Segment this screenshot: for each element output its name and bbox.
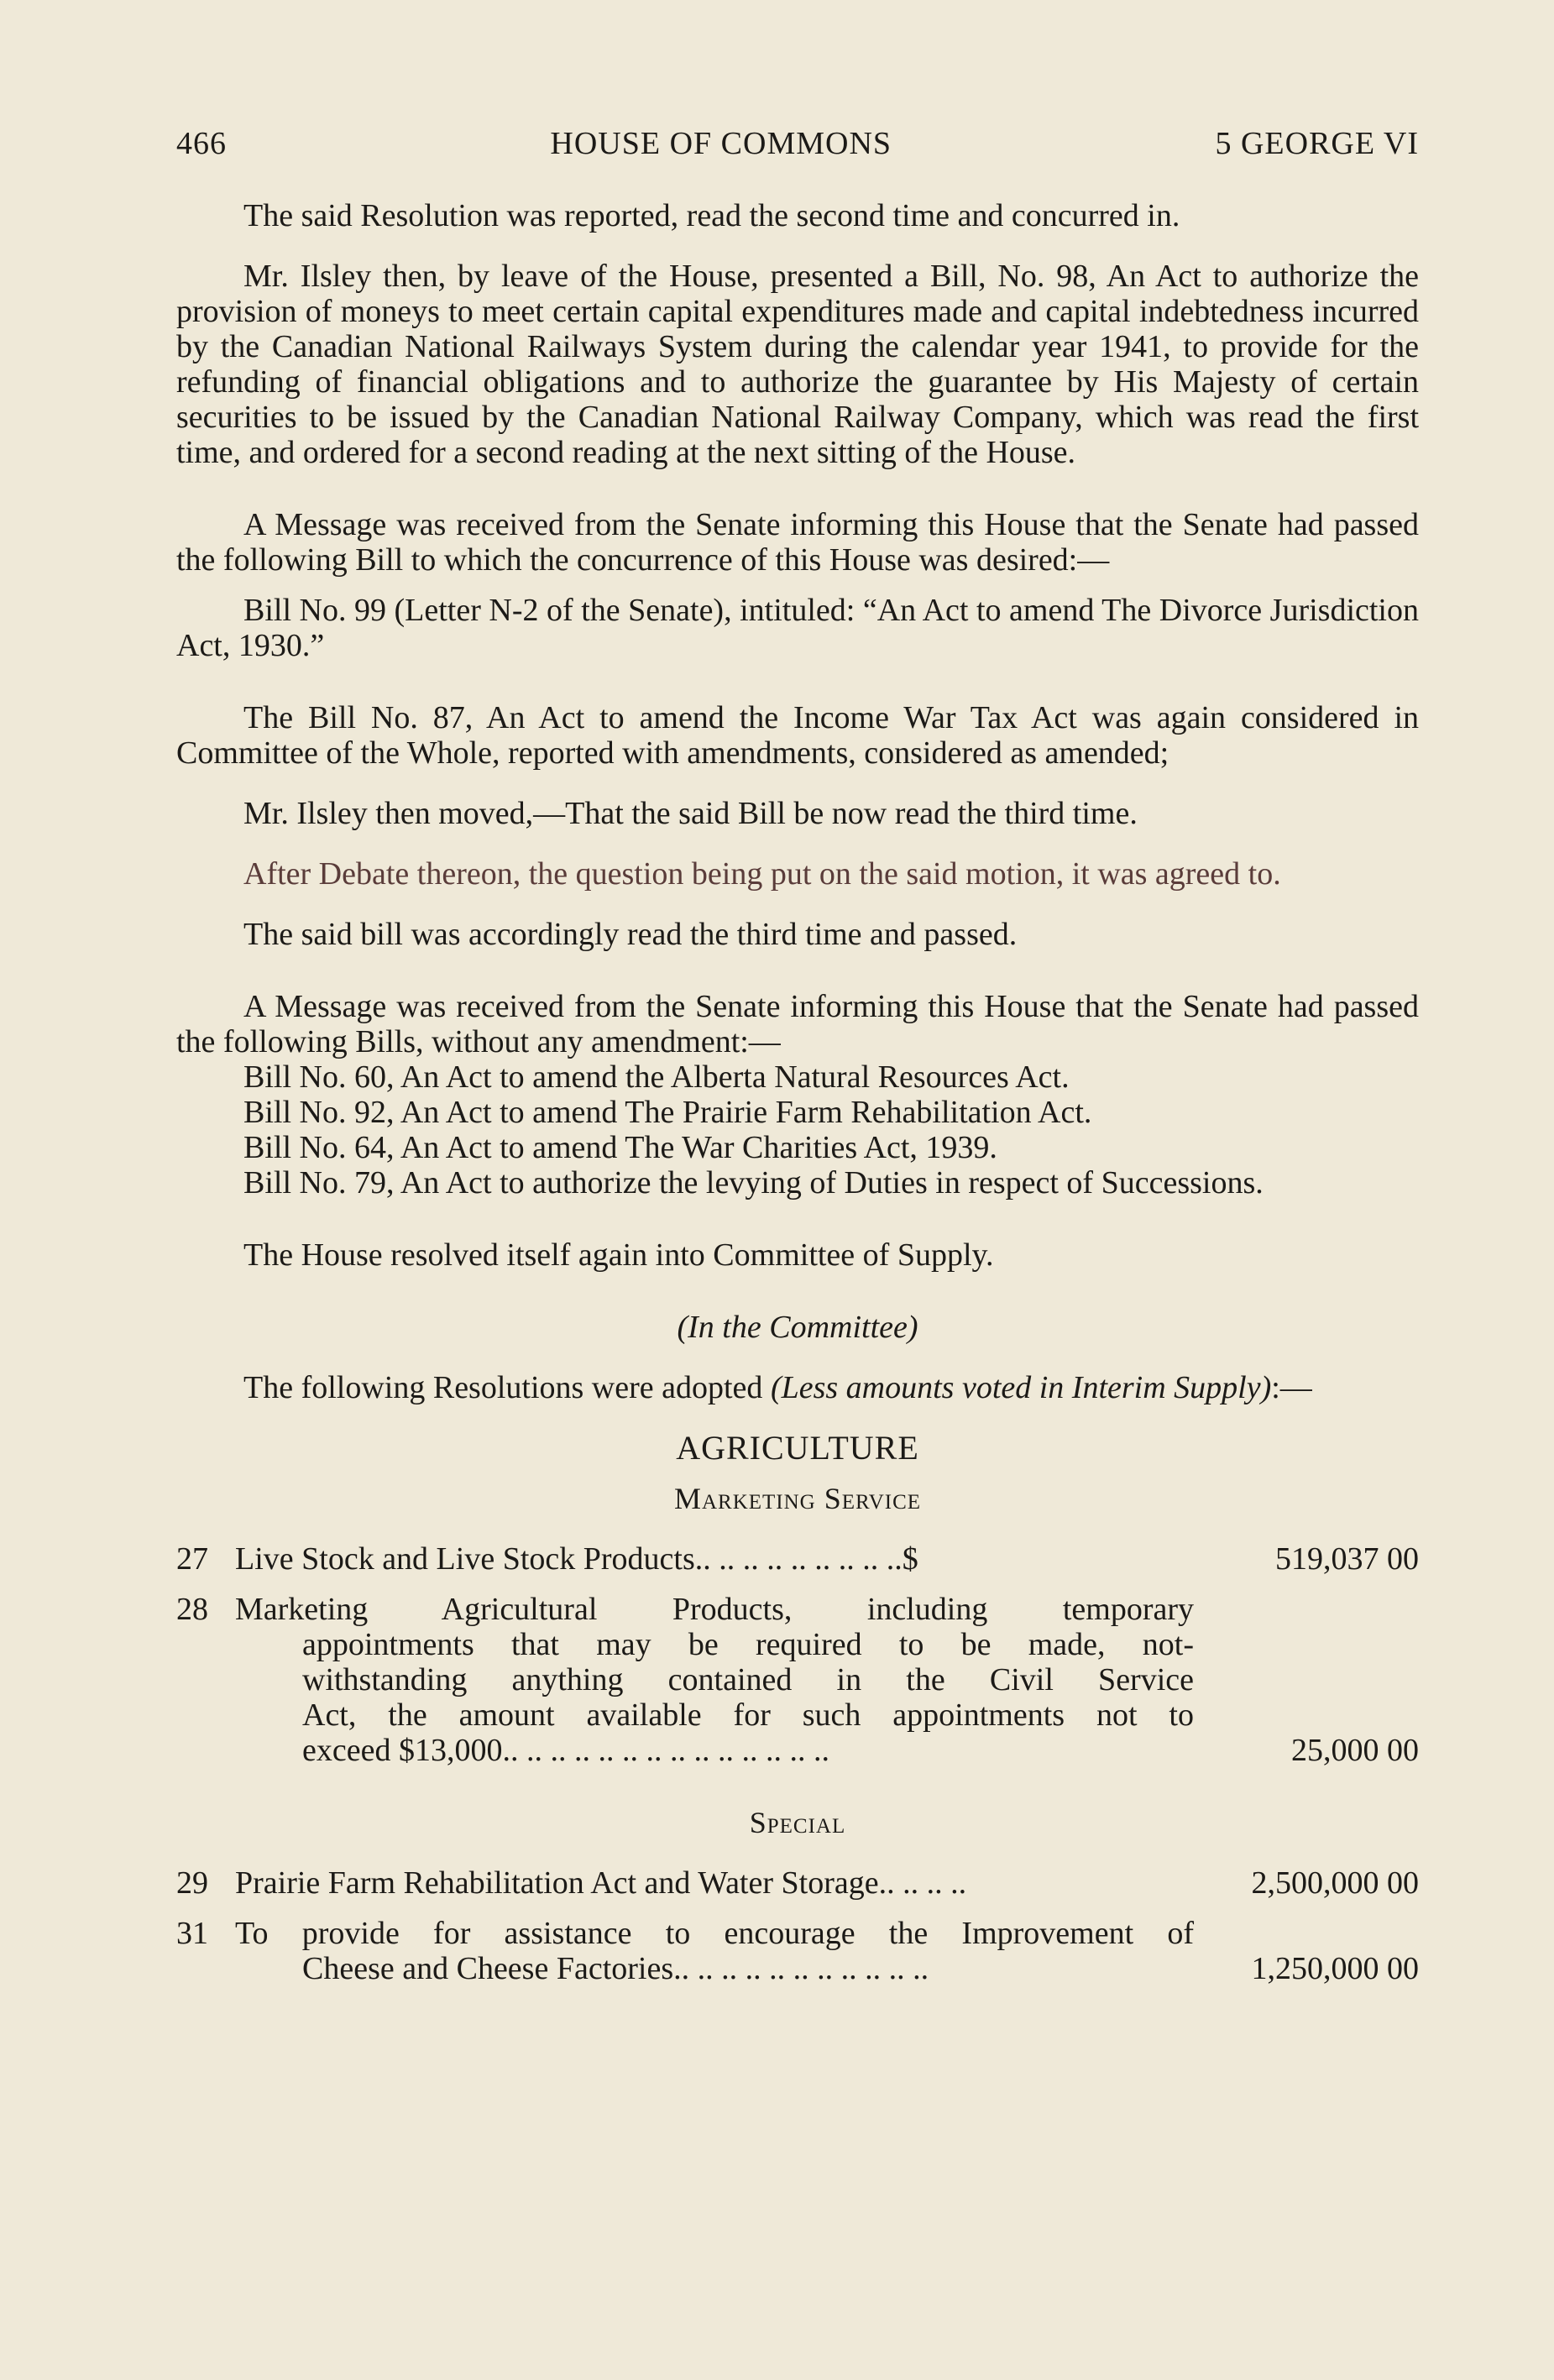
bill-item-60: Bill No. 60, An Act to amend the Alberta Natural Resources Act. [243, 1059, 1070, 1095]
page-number: 466 [176, 126, 227, 161]
resolutions-text: The following Resolutions were adopted [243, 1370, 771, 1405]
vote-number: 27 [176, 1541, 208, 1577]
running-header [176, 126, 1419, 161]
vote-number: 28 [176, 1592, 208, 1627]
vote-amount: 1,250,000 00 [1251, 1951, 1419, 1986]
vote-line: To provide for assistance to encourage the Improvement of [235, 1916, 1194, 1951]
vote-line: Cheese and Cheese Factories.. .. .. .. .. .. .. .. .. .. .. [302, 1951, 929, 1986]
vote-amount: 519,037 00 [1275, 1541, 1419, 1577]
paragraph-resolutions-adopted [176, 1370, 1419, 1405]
resolutions-dash: :— [1271, 1370, 1312, 1405]
bill-item-92: Bill No. 92, An Act to amend The Prairie Farm Rehabilitation Act. [243, 1095, 1092, 1130]
vote-description [235, 1592, 1209, 1768]
header-title: HOUSE OF COMMONS [550, 126, 892, 161]
section-heading-agriculture: AGRICULTURE [676, 1429, 919, 1467]
vote-line: appointments that may be required to be made, not- [302, 1627, 1194, 1662]
vote-line: Prairie Farm Rehabilitation Act and Water Storage.. .. .. .. [235, 1865, 967, 1901]
vote-amount: 25,000 00 [1291, 1733, 1419, 1768]
header-session: 5 GEORGE VI [1215, 126, 1419, 161]
bill-item-64: Bill No. 64, An Act to amend The War Charities Act, 1939. [243, 1130, 997, 1165]
vote-item-28 [176, 1592, 1419, 1768]
vote-number: 31 [176, 1916, 208, 1951]
vote-item-27 [176, 1541, 1419, 1577]
paragraph-resolution-reported: The said Resolution was reported, read the second time and concurred in. [243, 198, 1180, 233]
vote-line: exceed $13,000.. .. .. .. .. .. .. .. .. .. .. .. .. .. [302, 1733, 829, 1768]
vote-item-29 [176, 1865, 1419, 1901]
interim-supply-note: (Less amounts voted in Interim Supply) [770, 1370, 1272, 1405]
paragraph-debate: After Debate thereon, the question being put on the said motion, it was agreed to. [243, 856, 1281, 892]
paragraph-committee-of-supply: The House resolved itself again into Committee of Supply. [243, 1237, 994, 1273]
vote-description [235, 1541, 1209, 1577]
paragraph-third-reading-motion: Mr. Ilsley then moved,—That the said Bill be now read the third time. [243, 796, 1138, 831]
paragraph-bill-passed: The said bill was accordingly read the third time and passed. [243, 917, 1018, 952]
paragraph-bill-98: Mr. Ilsley then, by leave of the House, presented a Bill, No. 98, An Act to authorize the provision of moneys to meet certain capital expenditures made and capital indebtedness incurred by the Canadian National Railways System during the calendar year 1941, to provide for the refunding of financial obligations and to authorize the guarantee by His Majesty of certain securities to be issued by the Canadian National Railway Company, which was read the first time, and ordered for a second reading at the next sitting of the House. [176, 259, 1419, 470]
vote-number: 29 [176, 1865, 208, 1901]
vote-line: withstanding anything contained in the Civil Service [302, 1662, 1194, 1697]
document-page [176, 126, 1419, 1986]
vote-description [235, 1916, 1209, 1986]
paragraph-bill-87: The Bill No. 87, An Act to amend the Income War Tax Act was again considered in Committee of the Whole, reported with amendments, considered as amended; [176, 700, 1419, 771]
vote-line: Act, the amount available for such appointments not to [302, 1697, 1194, 1733]
vote-item-31 [176, 1916, 1419, 1986]
vote-line: Marketing Agricultural Products, including temporary [235, 1592, 1194, 1627]
committee-label: (In the Committee) [677, 1310, 918, 1345]
subsection-marketing-service: Marketing Service [673, 1482, 922, 1515]
paragraph-senate-message-2: A Message was received from the Senate informing this House that the Senate had passed the following Bills, without any amendment:— [176, 989, 1419, 1059]
paragraph-senate-message-1: A Message was received from the Senate informing this House that the Senate had passed the following Bill to which the concurrence of this House was desired:— [176, 507, 1419, 578]
subsection-special: Special [749, 1806, 846, 1839]
vote-line: Live Stock and Live Stock Products.. .. .. .. .. .. .. .. ..$ [235, 1541, 918, 1577]
vote-amount: 2,500,000 00 [1251, 1865, 1419, 1901]
vote-description [235, 1865, 1209, 1901]
bill-item-79: Bill No. 79, An Act to authorize the levying of Duties in respect of Successions. [243, 1165, 1264, 1200]
paragraph-bill-99: Bill No. 99 (Letter N-2 of the Senate), intituled: “An Act to amend The Divorce Jurisdiction Act, 1930.” [176, 593, 1419, 663]
